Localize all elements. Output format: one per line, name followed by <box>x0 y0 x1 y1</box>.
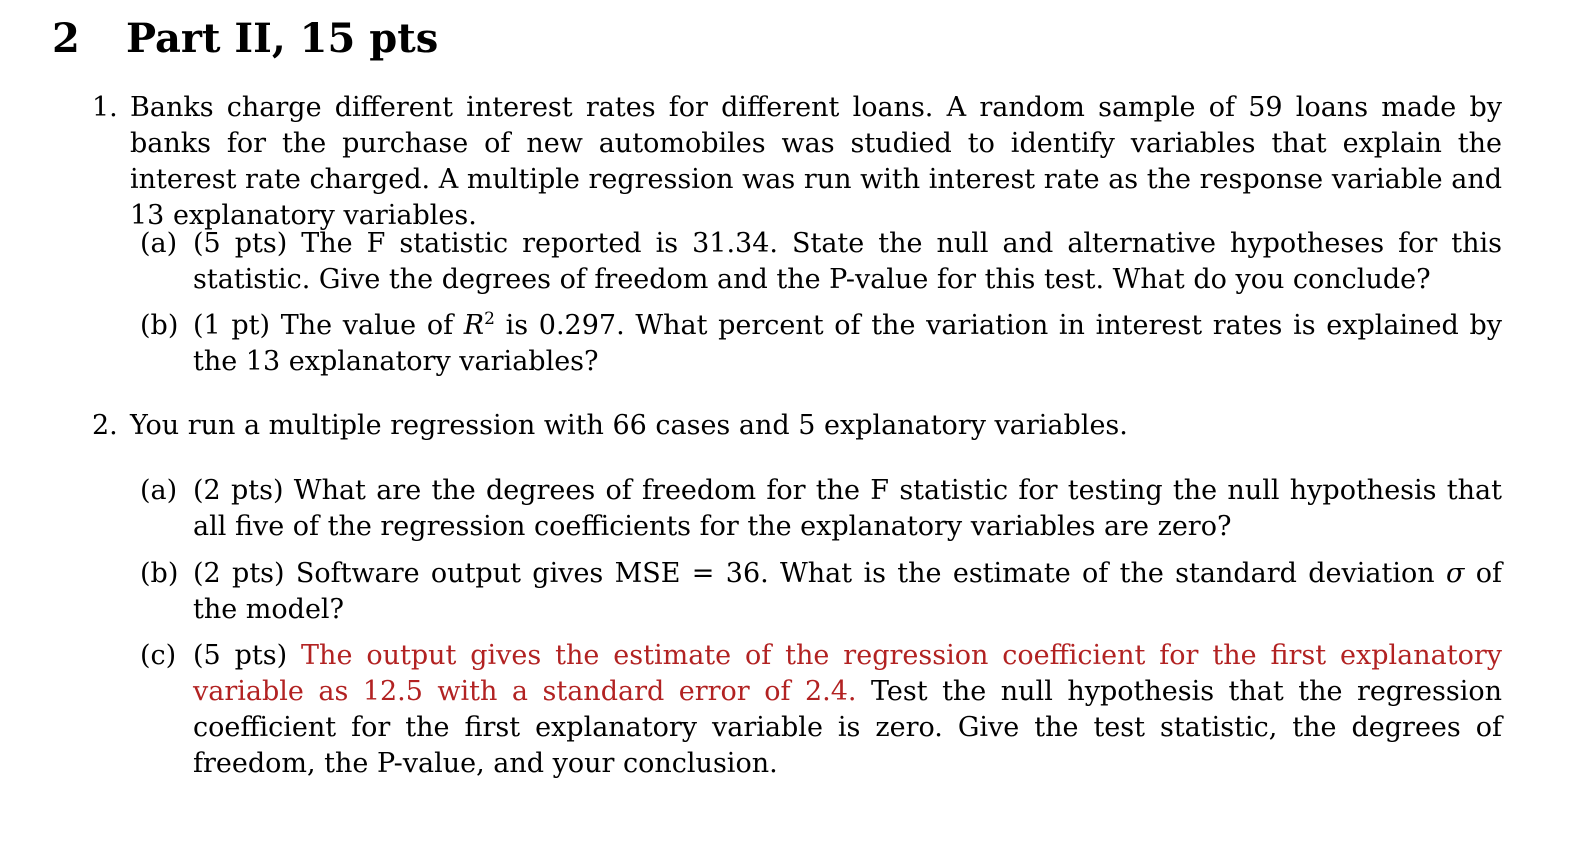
question-2-part-a-label: (a) <box>140 475 178 506</box>
section-title: Part II, 15 pts <box>126 15 439 62</box>
question-1-part-a-label: (a) <box>140 228 178 259</box>
question-1-text: Banks charge different interest rates for different loans. A random sample of 59 loans made by banks for the purchase of new automobiles was studied to identify variables that explain the interest rate charged. A multiple regression was run with interest rate as the response variable and 13 explanatory variables. <box>130 92 1502 231</box>
r-squared-symbol: R <box>463 310 485 341</box>
question-2-number: 2. <box>92 410 118 441</box>
sigma-symbol: σ <box>1445 558 1465 589</box>
question-1-part-a-text: (5 pts) The F statistic reported is 31.34. State the null and alternative hypotheses for this statistic. Give the degrees of freedom and the P-value for this test. What do you conclude? <box>193 228 1502 295</box>
question-1-part-b-label: (b) <box>140 310 179 341</box>
section-heading <box>52 12 438 66</box>
r-squared-superscript: 2 <box>484 309 495 329</box>
question-2-part-c-text-after: Test the null hypothesis that the regression coefficient for the first explanatory variable is zero. Give the test statistic, the degrees of freedom, the P-value, and your conclusion. <box>193 676 1502 779</box>
question-2-part-c-highlighted-text: The output gives the estimate of the regression coefficient for the first explanatory variable as 12.5 with a standard error of 2.4. <box>193 640 1502 707</box>
question-2-part-c-label: (c) <box>140 640 177 671</box>
question-2-part-b-text-after: of the model? <box>193 558 1502 625</box>
question-2-part-b-text-before: (2 pts) Software output gives MSE = 36. What is the estimate of the standard deviation <box>193 558 1446 589</box>
question-2-part-a-text: (2 pts) What are the degrees of freedom for the F statistic for testing the null hypothesis that all five of the regression coefficients for the explanatory variables are zero? <box>193 475 1502 542</box>
question-1-part-b-text-before: (1 pt) The value of <box>193 310 464 341</box>
question-2-part-b-text <box>193 556 1502 628</box>
section-number: 2 <box>52 15 80 62</box>
question-1-part-b-text <box>193 308 1502 380</box>
question-2-part-c-points: (5 pts) <box>193 640 302 671</box>
question-2-part-c-text <box>193 638 1502 782</box>
question-2-text: You run a multiple regression with 66 cases and 5 explanatory variables. <box>130 410 1128 441</box>
question-2-part-b-label: (b) <box>140 558 179 589</box>
question-1-number: 1. <box>92 92 118 123</box>
question-1-part-b-text-after: is 0.297. What percent of the variation in interest rates is explained by the 13 explanatory variables? <box>193 310 1502 377</box>
